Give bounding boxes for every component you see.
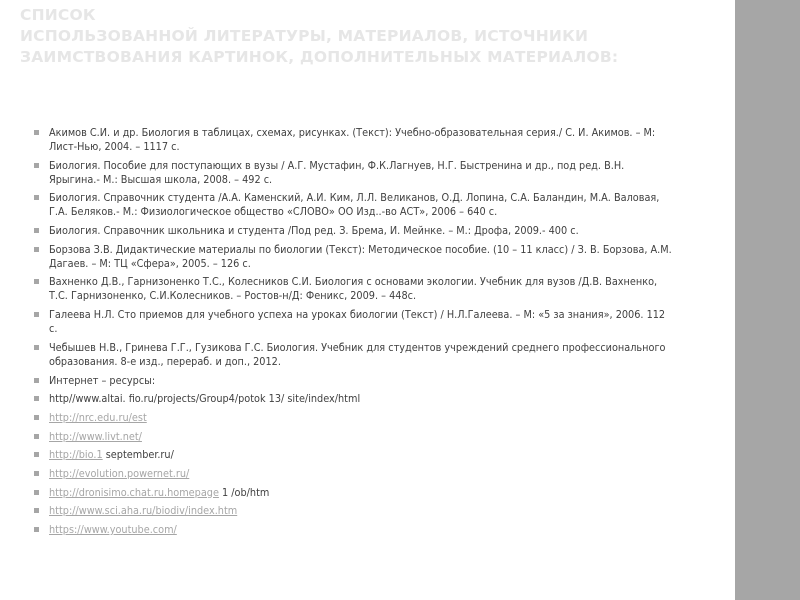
reference-item: [33, 392, 673, 406]
link-nrc[interactable]: http://nrc.edu.ru/est: [49, 410, 147, 424]
reference-item: [33, 243, 673, 271]
reference-item: [33, 341, 673, 369]
reference-list: [33, 126, 673, 542]
reference-text: Чебышев Н.В., Гринева Г.Г., Гузикова Г.С. Биология. Учебник для студентов учреждений среднего профессионального образования. 8-е изд., перераб. и доп., 2012.: [49, 340, 666, 368]
title-line-2: ИСПОЛЬЗОВАННОЙ ЛИТЕРАТУРЫ, МАТЕРИАЛОВ, ИСТОЧНИКИ: [20, 27, 589, 45]
link-evolution[interactable]: http://evolution.powernet.ru/: [49, 466, 190, 480]
title-line-1: СПИСОК: [20, 6, 96, 24]
link-item: [33, 504, 673, 518]
link-bio1[interactable]: http://bio.1: [49, 448, 103, 462]
link-livt[interactable]: http://www.livt.net/: [49, 429, 142, 443]
title-line-3: ЗАИМСТВОВАНИЯ КАРТИНОК, ДОПОЛНИТЕЛЬНЫХ МАТЕРИАЛОВ:: [20, 48, 619, 66]
reference-text: Биология. Справочник школьника и студента /Под ред. З. Брема, И. Мейнке. – М.: Дрофа, 2009.- 400 с.: [49, 224, 579, 238]
reference-item: [33, 224, 673, 238]
reference-item: [33, 159, 673, 187]
reference-text: Вахненко Д.В., Гарнизоненко Т.С., Колесников С.И. Биология с основами экологии. Учебник для вузов /Д.В. Вахненко, Т.С. Гарнизоненко, С.И.Колесников. – Ростов-н/Д: Феникс, 2009. – 448с.: [49, 275, 658, 303]
reference-item: [33, 308, 673, 336]
link-item: [33, 430, 673, 444]
right-decorative-band: [735, 0, 800, 600]
reference-text: Галеева Н.Л. Сто приемов для учебного успеха на уроках биологии (Текст) / Н.Л.Галеева. – М: «5 за знания», 2006. 112 с.: [49, 308, 666, 336]
reference-text: http//www.altai. fio.ru/projects/Group4/potok 13/ site/index/html: [49, 392, 361, 406]
link-item: [33, 411, 673, 425]
link-item: [33, 523, 673, 537]
reference-item: [33, 126, 673, 154]
link-dronisimo[interactable]: http://dronisimo.chat.ru.homepage: [49, 485, 219, 499]
link-suffix: september.ru/: [102, 448, 174, 462]
internet-resources-heading: [33, 374, 673, 388]
link-sci-aha[interactable]: http://www.sci.aha.ru/biodiv/index.htm: [49, 504, 238, 518]
slide-title: [20, 5, 710, 68]
link-item: [33, 486, 673, 500]
reference-text: Интернет – ресурсы:: [49, 373, 156, 387]
reference-item: [33, 191, 673, 219]
link-item: [33, 448, 673, 462]
reference-item: [33, 275, 673, 303]
reference-text: Биология. Справочник студента /А.А. Каменский, А.И. Ким, Л.Л. Великанов, О.Д. Лопина, С.А. Баландин, М.А. Валовая, Г.А. Беляков.- М.: Физиологическое общество «СЛОВО» ОО Изд..-во АСТ», 2006 – 640 с.: [49, 191, 660, 219]
reference-text: Биология. Пособие для поступающих в вузы / А.Г. Мустафин, Ф.К.Лагнуев, Н.Г. Быстренина и др., под ред. В.Н. Ярыгина.- М.: Высшая школа, 2008. – 492 с.: [49, 158, 625, 186]
link-suffix: 1 /ob/htm: [218, 485, 270, 499]
link-youtube[interactable]: https://www.youtube.com/: [49, 523, 177, 536]
reference-text: Борзова З.В. Дидактические материалы по биологии (Текст): Методическое пособие. (10 – 11 класс) / З. В. Борзова, А.М. Дагаев. – М: ТЦ «Сфера», 2005. – 126 с.: [49, 242, 672, 270]
reference-text: Акимов С.И. и др. Биология в таблицах, схемах, рисунках. (Текст): Учебно-образовательная серия./ С. И. Акимов. – М: Лист-Нью, 2004. – 1117 с.: [49, 126, 656, 153]
link-item: [33, 467, 673, 481]
